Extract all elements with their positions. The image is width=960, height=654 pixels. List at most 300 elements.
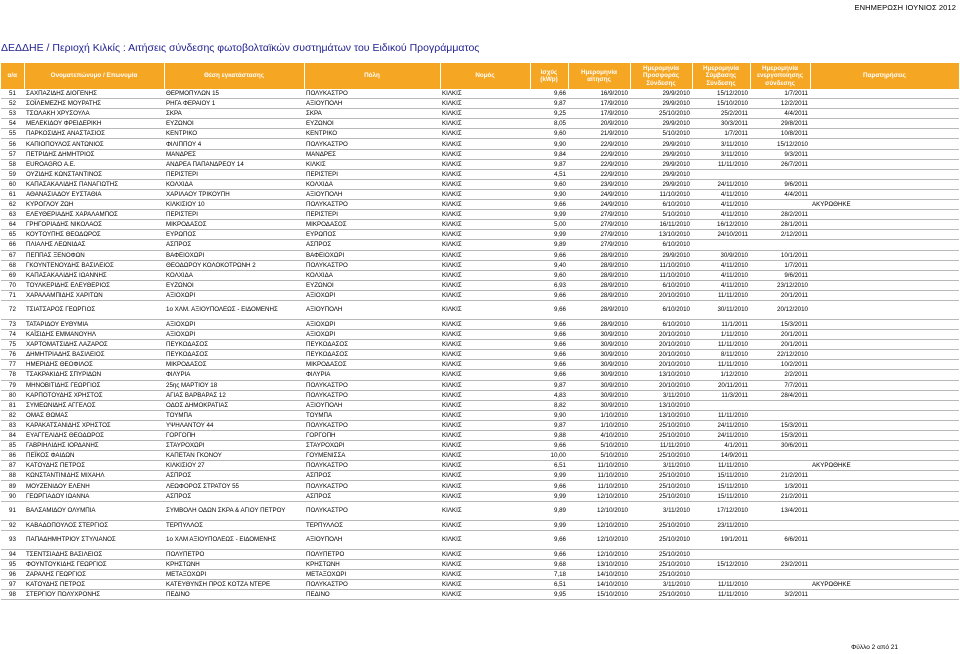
cell-applicant-name: ΚΑΤΟΥΔΗΣ ΠΕΤΡΟΣ	[24, 461, 164, 471]
cell-installation-location: ΕΥΖΩΝΟΙ	[164, 280, 304, 290]
table-row	[1, 330, 959, 340]
cell-application-date: 30/9/2010	[568, 340, 630, 350]
cell-power-kwp: 9,99	[530, 471, 568, 481]
cell-activation-date	[750, 240, 810, 250]
cell-contract-date: 4/11/2010	[692, 280, 750, 290]
cell-activation-date: 15/12/2010	[750, 139, 810, 149]
cell-row-number: 80	[1, 390, 24, 400]
cell-remarks: ΑΚΥΡΩΘΗΚΕ	[810, 580, 959, 590]
cell-remarks	[810, 89, 959, 99]
cell-prefecture: ΚΙΛΚΙΣ	[440, 559, 530, 569]
cell-row-number: 52	[1, 99, 24, 109]
cell-applicant-name: ΤΣΕΝΤΣΙΑΔΗΣ ΒΑΣΙΛΕΙΟΣ	[24, 549, 164, 559]
cell-prefecture: ΚΙΛΚΙΣ	[440, 99, 530, 109]
page-footer: Φύλλο 2 από 21	[851, 644, 898, 651]
header-aa: α/α	[1, 63, 24, 89]
cell-activation-date: 28/1/2011	[750, 220, 810, 230]
cell-power-kwp: 9,66	[530, 290, 568, 300]
cell-power-kwp: 9,66	[530, 300, 568, 319]
cell-application-date: 11/10/2010	[568, 481, 630, 491]
cell-contract-date	[692, 240, 750, 250]
cell-city: ΠΟΛΥΚΑΣΤΡΟ	[304, 481, 440, 491]
cell-power-kwp: 9,66	[530, 360, 568, 370]
cell-activation-date: 23/12/2010	[750, 280, 810, 290]
cell-row-number: 94	[1, 549, 24, 559]
cell-city: ΕΥΡΩΠΟΣ	[304, 230, 440, 240]
header-city: Πόλη	[304, 63, 440, 89]
cell-application-date: 4/10/2010	[568, 431, 630, 441]
table-row	[1, 159, 959, 169]
cell-remarks	[810, 491, 959, 501]
cell-offer-date: 29/9/2010	[630, 89, 692, 99]
cell-activation-date: 12/2/2011	[750, 99, 810, 109]
cell-offer-date: 11/10/2010	[630, 260, 692, 270]
cell-power-kwp: 9,87	[530, 380, 568, 390]
cell-installation-location: ΠΟΛΥΠΕΤΡΟ	[164, 549, 304, 559]
cell-applicant-name: ΚΥΡΟΓΛΟΥ ΖΩΗ	[24, 200, 164, 210]
cell-offer-date: 5/10/2010	[630, 210, 692, 220]
table-row	[1, 129, 959, 139]
cell-application-date: 12/10/2010	[568, 501, 630, 520]
cell-applicant-name: ΖΑΡΑΛΗΣ ΓΕΩΡΓΙΟΣ	[24, 569, 164, 579]
cell-activation-date	[750, 569, 810, 579]
cell-row-number: 67	[1, 250, 24, 260]
cell-activation-date: 7/7/2011	[750, 380, 810, 390]
cell-installation-location: ΚΙΛΚΙΣΙΟΥ 27	[164, 461, 304, 471]
cell-installation-location: ΑΞΙΟΧΩΡΙ	[164, 330, 304, 340]
cell-offer-date: 25/10/2010	[630, 471, 692, 481]
cell-offer-date: 13/10/2010	[630, 400, 692, 410]
cell-contract-date: 1/7/2011	[692, 129, 750, 139]
cell-contract-date: 4/11/2010	[692, 200, 750, 210]
cell-city: ΜΙΚΡΟΔΑΣΟΣ	[304, 360, 440, 370]
cell-application-date: 28/9/2010	[568, 290, 630, 300]
cell-city: ΠΟΛΥΚΑΣΤΡΟ	[304, 390, 440, 400]
cell-prefecture: ΚΙΛΚΙΣ	[440, 300, 530, 319]
cell-prefecture: ΚΙΛΚΙΣ	[440, 280, 530, 290]
cell-prefecture: ΚΙΛΚΙΣ	[440, 139, 530, 149]
cell-power-kwp: 4,83	[530, 390, 568, 400]
cell-city: ΠΟΛΥΚΑΣΤΡΟ	[304, 200, 440, 210]
cell-contract-date: 14/9/2011	[692, 451, 750, 461]
cell-city: ΠΟΛΥΚΑΣΤΡΟ	[304, 420, 440, 430]
table-row	[1, 451, 959, 461]
table-row	[1, 360, 959, 370]
cell-application-date: 30/9/2010	[568, 400, 630, 410]
header-contract-date: Ημερομηνία Σύμβασης Σύνδεσης	[692, 63, 750, 89]
cell-installation-location: ΓΟΡΓΟΠΗ	[164, 431, 304, 441]
cell-contract-date: 24/11/2010	[692, 179, 750, 189]
cell-installation-location: ΚΕΝΤΡΙΚΟ	[164, 129, 304, 139]
cell-power-kwp: 9,88	[530, 431, 568, 441]
cell-remarks: ΑΚΥΡΩΘΗΚΕ	[810, 461, 959, 471]
cell-installation-location: ΘΕΟΔΩΡΟΥ ΚΟΛΟΚΟΤΡΩΝΗ 2	[164, 260, 304, 270]
table-header-row	[1, 63, 959, 89]
cell-activation-date: 23/2/2011	[750, 559, 810, 569]
cell-contract-date: 19/1/2011	[692, 530, 750, 549]
cell-contract-date: 11/11/2010	[692, 461, 750, 471]
cell-power-kwp: 9,40	[530, 260, 568, 270]
cell-installation-location: ΣΚΡΑ	[164, 109, 304, 119]
cell-row-number: 97	[1, 580, 24, 590]
cell-applicant-name: ΕΥΑΓΓΕΛΙΔΗΣ ΘΕΟΔΩΡΟΣ	[24, 431, 164, 441]
cell-offer-date: 29/9/2010	[630, 159, 692, 169]
cell-remarks	[810, 569, 959, 579]
applications-table	[1, 63, 960, 600]
cell-prefecture: ΚΙΛΚΙΣ	[440, 390, 530, 400]
cell-installation-location: ΤΕΡΠΥΛΛΟΣ	[164, 520, 304, 530]
cell-activation-date	[750, 200, 810, 210]
table-row	[1, 109, 959, 119]
cell-prefecture: ΚΙΛΚΙΣ	[440, 159, 530, 169]
table-row	[1, 200, 959, 210]
cell-prefecture: ΚΙΛΚΙΣ	[440, 370, 530, 380]
cell-prefecture: ΚΙΛΚΙΣ	[440, 330, 530, 340]
cell-installation-location: ΡΗΓΑ ΦΕΡΑΙΟΥ 1	[164, 99, 304, 109]
table-row	[1, 220, 959, 230]
cell-contract-date: 11/11/2010	[692, 340, 750, 350]
cell-prefecture: ΚΙΛΚΙΣ	[440, 590, 530, 600]
cell-city: ΚΙΛΚΙΣ	[304, 159, 440, 169]
cell-remarks	[810, 400, 959, 410]
cell-application-date: 12/10/2010	[568, 530, 630, 549]
cell-contract-date: 15/12/2010	[692, 89, 750, 99]
cell-activation-date: 28/4/2011	[750, 390, 810, 400]
cell-city: ΑΞΙΟΥΠΟΛΗ	[304, 300, 440, 319]
cell-prefecture: ΚΙΛΚΙΣ	[440, 520, 530, 530]
cell-power-kwp: 9,66	[530, 340, 568, 350]
cell-city: ΑΞΙΟΥΠΟΛΗ	[304, 99, 440, 109]
cell-city: ΠΟΛΥΠΕΤΡΟ	[304, 549, 440, 559]
cell-contract-date	[692, 549, 750, 559]
cell-applicant-name: ΠΕΠΠΑΣ ΞΕΝΟΦΩΝ	[24, 250, 164, 260]
cell-offer-date: 5/10/2010	[630, 129, 692, 139]
cell-row-number: 79	[1, 380, 24, 390]
cell-activation-date: 20/1/2011	[750, 290, 810, 300]
cell-contract-date: 23/11/2010	[692, 520, 750, 530]
cell-power-kwp: 9,66	[530, 89, 568, 99]
cell-activation-date: 22/12/2010	[750, 350, 810, 360]
cell-offer-date: 29/9/2010	[630, 149, 692, 159]
cell-installation-location: ΕΥΖΩΝΟΙ	[164, 119, 304, 129]
cell-prefecture: ΚΙΛΚΙΣ	[440, 580, 530, 590]
cell-contract-date: 24/11/2010	[692, 431, 750, 441]
cell-remarks	[810, 210, 959, 220]
cell-city: ΠΟΛΥΚΑΣΤΡΟ	[304, 139, 440, 149]
cell-applicant-name: ΚΑΡΠΟΤΟΥΔΗΣ ΧΡΗΣΤΟΣ	[24, 390, 164, 400]
cell-applicant-name: ΠΕΪΚΟΣ ΦΑΙΔΩΝ	[24, 451, 164, 461]
cell-power-kwp: 9,87	[530, 420, 568, 430]
cell-applicant-name: ΔΗΜΗΤΡΙΑΔΗΣ ΒΑΣΙΛΕΙΟΣ	[24, 350, 164, 360]
cell-application-date: 24/9/2010	[568, 189, 630, 199]
cell-prefecture: ΚΙΛΚΙΣ	[440, 481, 530, 491]
table-row	[1, 580, 959, 590]
cell-prefecture: ΚΙΛΚΙΣ	[440, 119, 530, 129]
cell-city: ΑΣΠΡΟΣ	[304, 491, 440, 501]
table-row	[1, 250, 959, 260]
cell-row-number: 60	[1, 179, 24, 189]
table-row	[1, 491, 959, 501]
table-row	[1, 230, 959, 240]
cell-row-number: 88	[1, 471, 24, 481]
cell-applicant-name: ΠΑΡΚΟΣΙΔΗΣ ΑΝΑΣΤΑΣΙΟΣ	[24, 129, 164, 139]
cell-activation-date: 2/2/2011	[750, 370, 810, 380]
cell-offer-date: 13/10/2010	[630, 410, 692, 420]
cell-offer-date: 25/10/2010	[630, 481, 692, 491]
cell-application-date: 23/9/2010	[568, 179, 630, 189]
cell-applicant-name: ΕΛΕΥΘΕΡΙΑΔΗΣ ΧΑΡΑΛΑΜΠΟΣ	[24, 210, 164, 220]
cell-remarks	[810, 380, 959, 390]
cell-remarks	[810, 270, 959, 280]
cell-application-date: 28/9/2010	[568, 260, 630, 270]
document-title: ΔΕΔΔΗΕ / Περιοχή Κιλκίς : Αιτήσεις σύνδεσης φωτοβολταϊκών συστημάτων του Ειδικού Προγράμματος	[1, 42, 480, 54]
cell-prefecture: ΚΙΛΚΙΣ	[440, 530, 530, 549]
cell-activation-date: 4/4/2011	[750, 109, 810, 119]
table-row	[1, 189, 959, 199]
cell-prefecture: ΚΙΛΚΙΣ	[440, 129, 530, 139]
cell-power-kwp: 9,87	[530, 159, 568, 169]
cell-applicant-name: ΠΑΠΑΔΗΜΗΤΡΙΟΥ ΣΤΥΛΙΑΝΟΣ	[24, 530, 164, 549]
cell-contract-date	[692, 169, 750, 179]
cell-contract-date: 3/11/2010	[692, 149, 750, 159]
cell-prefecture: ΚΙΛΚΙΣ	[440, 360, 530, 370]
cell-power-kwp: 9,99	[530, 210, 568, 220]
cell-application-date: 22/9/2010	[568, 169, 630, 179]
cell-contract-date: 11/11/2010	[692, 360, 750, 370]
cell-application-date: 28/9/2010	[568, 280, 630, 290]
cell-application-date: 30/9/2010	[568, 330, 630, 340]
table-row	[1, 350, 959, 360]
header-remarks: Παρατηρήσεις	[810, 63, 959, 89]
cell-prefecture: ΚΙΛΚΙΣ	[440, 189, 530, 199]
cell-remarks	[810, 109, 959, 119]
table-row	[1, 481, 959, 491]
cell-city: ΠΟΛΥΚΑΣΤΡΟ	[304, 461, 440, 471]
cell-applicant-name: ΣΤΕΡΓΙΟΥ ΠΟΛΥΧΡΟΝΗΣ	[24, 590, 164, 600]
cell-application-date: 22/9/2010	[568, 159, 630, 169]
cell-prefecture: ΚΙΛΚΙΣ	[440, 471, 530, 481]
cell-prefecture: ΚΙΛΚΙΣ	[440, 431, 530, 441]
cell-remarks	[810, 319, 959, 329]
cell-power-kwp: 6,51	[530, 461, 568, 471]
cell-applicant-name: ΧΑΡΤΟΜΑΤΣΙΔΗΣ ΛΑΖΑΡΟΣ	[24, 340, 164, 350]
cell-installation-location: ΦΙΛΥΡΙΑ	[164, 370, 304, 380]
cell-contract-date: 11/1/2011	[692, 319, 750, 329]
cell-power-kwp: 9,25	[530, 109, 568, 119]
cell-city: ΜΕΤΑΞΟΧΩΡΙ	[304, 569, 440, 579]
cell-offer-date: 6/10/2010	[630, 240, 692, 250]
cell-contract-date: 15/11/2010	[692, 481, 750, 491]
cell-prefecture: ΚΙΛΚΙΣ	[440, 569, 530, 579]
cell-applicant-name: ΣΟΪΛΕΜΕΖΗΣ ΜΟΥΡΑΤΗΣ	[24, 99, 164, 109]
cell-city: ΑΣΠΡΟΣ	[304, 240, 440, 250]
cell-applicant-name: ΓΕΩΡΓΙΑΔΟΥ ΙΩΑΝΝΑ	[24, 491, 164, 501]
cell-power-kwp: 9,66	[530, 319, 568, 329]
cell-application-date: 28/9/2010	[568, 270, 630, 280]
cell-offer-date: 29/9/2010	[630, 119, 692, 129]
cell-activation-date: 4/4/2011	[750, 189, 810, 199]
table-row	[1, 270, 959, 280]
cell-applicant-name: ΓΑΒΡΙΗΛΙΔΗΣ ΙΟΡΔΑΝΗΣ	[24, 441, 164, 451]
cell-prefecture: ΚΙΛΚΙΣ	[440, 240, 530, 250]
cell-power-kwp: 7,18	[530, 569, 568, 579]
cell-applicant-name: ΠΛΙΑΛΗΣ ΛΕΩΝΙΔΑΣ	[24, 240, 164, 250]
cell-remarks	[810, 139, 959, 149]
cell-city: ΚΟΛΧΙΔΑ	[304, 270, 440, 280]
cell-offer-date: 3/11/2010	[630, 461, 692, 471]
cell-row-number: 73	[1, 319, 24, 329]
cell-applicant-name: ΤΟΥΛΚΕΡΙΔΗΣ ΕΛΕΥΘΕΡΙΟΣ	[24, 280, 164, 290]
cell-contract-date: 1/12/2010	[692, 370, 750, 380]
cell-application-date: 5/10/2010	[568, 451, 630, 461]
cell-installation-location: ΠΕΔΙΝΟ	[164, 590, 304, 600]
cell-offer-date: 11/10/2010	[630, 189, 692, 199]
cell-offer-date: 20/10/2010	[630, 290, 692, 300]
cell-power-kwp: 9,90	[530, 410, 568, 420]
cell-row-number: 87	[1, 461, 24, 471]
cell-row-number: 56	[1, 139, 24, 149]
cell-activation-date: 1/7/2011	[750, 89, 810, 99]
cell-row-number: 61	[1, 189, 24, 199]
cell-remarks	[810, 530, 959, 549]
cell-contract-date: 20/11/2011	[692, 380, 750, 390]
cell-applicant-name: ΟΥΖΙΔΗΣ ΚΩΝΣΤΑΝΤΙΝΟΣ	[24, 169, 164, 179]
cell-power-kwp: 9,66	[530, 200, 568, 210]
cell-applicant-name: ΚΑΡΑΚΑΤΣΑΝΙΔΗΣ ΧΡΗΣΤΟΣ	[24, 420, 164, 430]
cell-remarks	[810, 260, 959, 270]
cell-application-date: 15/10/2010	[568, 590, 630, 600]
cell-prefecture: ΚΙΛΚΙΣ	[440, 230, 530, 240]
cell-city: ΚΟΛΧΙΔΑ	[304, 179, 440, 189]
cell-row-number: 95	[1, 559, 24, 569]
cell-row-number: 85	[1, 441, 24, 451]
cell-city: ΠΕΔΙΝΟ	[304, 590, 440, 600]
cell-prefecture: ΚΙΛΚΙΣ	[440, 169, 530, 179]
cell-offer-date: 6/10/2010	[630, 200, 692, 210]
cell-prefecture: ΚΙΛΚΙΣ	[440, 380, 530, 390]
cell-power-kwp: 9,60	[530, 129, 568, 139]
cell-remarks	[810, 179, 959, 189]
cell-activation-date: 13/4/2011	[750, 501, 810, 520]
cell-activation-date: 20/1/2011	[750, 330, 810, 340]
cell-contract-date: 15/12/2010	[692, 559, 750, 569]
cell-activation-date: 30/6/2011	[750, 441, 810, 451]
cell-remarks	[810, 520, 959, 530]
cell-contract-date: 11/11/2010	[692, 580, 750, 590]
cell-power-kwp: 9,66	[530, 549, 568, 559]
cell-power-kwp: 6,93	[530, 280, 568, 290]
cell-offer-date: 13/10/2010	[630, 370, 692, 380]
cell-city: ΤΕΡΠΥΛΛΟΣ	[304, 520, 440, 530]
table-row	[1, 280, 959, 290]
cell-prefecture: ΚΙΛΚΙΣ	[440, 220, 530, 230]
cell-activation-date: 21/2/2011	[750, 471, 810, 481]
cell-application-date: 28/9/2010	[568, 300, 630, 319]
cell-prefecture: ΚΙΛΚΙΣ	[440, 319, 530, 329]
cell-row-number: 76	[1, 350, 24, 360]
cell-application-date: 14/10/2010	[568, 580, 630, 590]
table-row	[1, 319, 959, 329]
cell-applicant-name: ΤΑΤΑΡΙΔΟΥ ΕΥΘΥΜΙΑ	[24, 319, 164, 329]
table-row	[1, 300, 959, 319]
cell-contract-date: 25/2/2011	[692, 109, 750, 119]
cell-offer-date: 25/10/2010	[630, 109, 692, 119]
cell-application-date: 12/10/2010	[568, 549, 630, 559]
cell-installation-location: ΣΤΑΥΡΟΧΩΡΙ	[164, 441, 304, 451]
cell-row-number: 70	[1, 280, 24, 290]
cell-city: ΠΟΛΥΚΑΣΤΡΟ	[304, 260, 440, 270]
cell-activation-date	[750, 451, 810, 461]
cell-activation-date: 1/7/2011	[750, 260, 810, 270]
cell-row-number: 98	[1, 590, 24, 600]
cell-offer-date: 20/10/2010	[630, 350, 692, 360]
cell-remarks	[810, 230, 959, 240]
cell-remarks	[810, 420, 959, 430]
cell-prefecture: ΚΙΛΚΙΣ	[440, 200, 530, 210]
cell-application-date: 17/9/2010	[568, 109, 630, 119]
cell-installation-location: ΚΟΛΧΙΔΑ	[164, 270, 304, 280]
cell-offer-date: 6/10/2010	[630, 280, 692, 290]
cell-prefecture: ΚΙΛΚΙΣ	[440, 270, 530, 280]
cell-contract-date	[692, 400, 750, 410]
cell-offer-date: 11/10/2010	[630, 270, 692, 280]
cell-applicant-name: EUROAGRO Α.Ε.	[24, 159, 164, 169]
cell-contract-date: 4/11/2010	[692, 260, 750, 270]
cell-applicant-name: ΚΟΥΤΟΥΠΗΣ ΘΕΟΔΩΡΟΣ	[24, 230, 164, 240]
cell-applicant-name: ΟΜΑΣ ΘΩΜΑΣ	[24, 410, 164, 420]
cell-offer-date: 25/10/2010	[630, 530, 692, 549]
cell-applicant-name: ΤΣΟΛΑΚΗ ΧΡΥΣΟΥΛΑ	[24, 109, 164, 119]
cell-installation-location: ΘΕΡΜΟΠΥΛΩΝ 15	[164, 89, 304, 99]
cell-row-number: 92	[1, 520, 24, 530]
table-row	[1, 169, 959, 179]
cell-row-number: 78	[1, 370, 24, 380]
cell-prefecture: ΚΙΛΚΙΣ	[440, 549, 530, 559]
cell-prefecture: ΚΙΛΚΙΣ	[440, 260, 530, 270]
cell-installation-location: ΣΥΜΒΟΛΗ ΟΔΩΝ ΣΚΡΑ & ΑΓΙΟΥ ΠΕΤΡΟΥ	[164, 501, 304, 520]
table-row	[1, 390, 959, 400]
cell-activation-date	[750, 410, 810, 420]
cell-application-date: 30/9/2010	[568, 360, 630, 370]
cell-offer-date: 25/10/2010	[630, 491, 692, 501]
cell-activation-date: 9/6/2011	[750, 179, 810, 189]
cell-activation-date	[750, 549, 810, 559]
cell-activation-date: 9/3/2011	[750, 149, 810, 159]
cell-installation-location: 25ης ΜΑΡΤΙΟΥ 18	[164, 380, 304, 390]
cell-application-date: 14/10/2010	[568, 569, 630, 579]
cell-contract-date: 15/11/2010	[692, 471, 750, 481]
cell-installation-location: ΒΑΦΕΙΟΧΩΡΙ	[164, 250, 304, 260]
cell-application-date: 12/10/2010	[568, 491, 630, 501]
cell-activation-date: 20/12/2010	[750, 300, 810, 319]
cell-installation-location: ΑΞΙΟΧΩΡΙ	[164, 319, 304, 329]
cell-power-kwp: 9,66	[530, 370, 568, 380]
cell-power-kwp: 6,51	[530, 580, 568, 590]
cell-row-number: 96	[1, 569, 24, 579]
table-row	[1, 559, 959, 569]
cell-applicant-name: ΜΟΥΖΕΝΙΔΟΥ ΕΛΕΝΗ	[24, 481, 164, 491]
cell-power-kwp: 9,66	[530, 530, 568, 549]
cell-power-kwp: 9,99	[530, 520, 568, 530]
table-row	[1, 149, 959, 159]
cell-activation-date: 10/1/2011	[750, 250, 810, 260]
cell-contract-date: 11/11/2010	[692, 590, 750, 600]
cell-application-date: 17/9/2010	[568, 99, 630, 109]
cell-offer-date: 11/11/2010	[630, 441, 692, 451]
cell-activation-date: 26/7/2011	[750, 159, 810, 169]
cell-power-kwp: 8,05	[530, 119, 568, 129]
cell-power-kwp: 9,60	[530, 179, 568, 189]
